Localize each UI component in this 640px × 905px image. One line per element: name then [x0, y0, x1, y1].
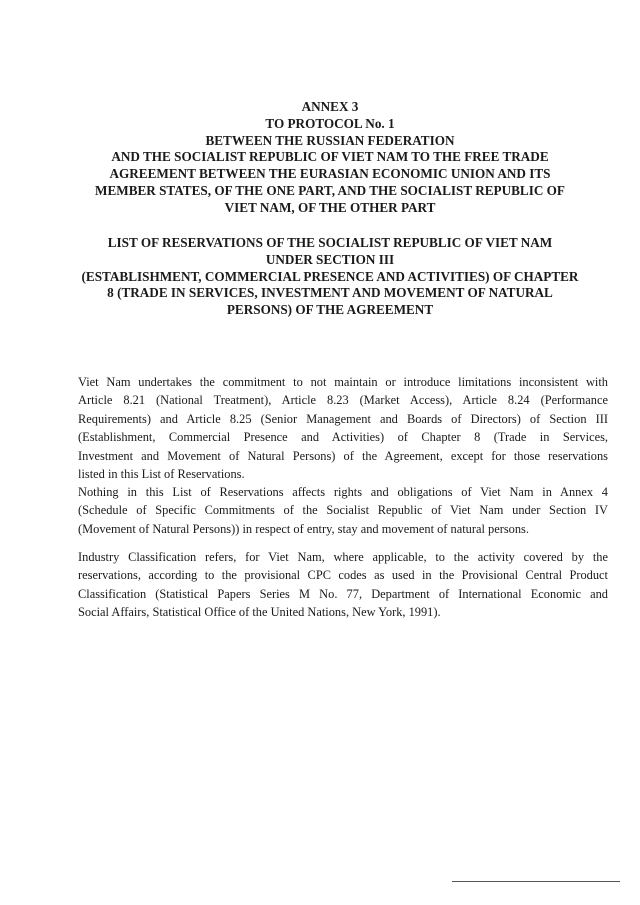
paragraph-line: Nothing in this List of Reservations affects rights and obligations of Viet Nam in Annex 4: [78, 485, 608, 499]
title-line: BETWEEN THE RUSSIAN FEDERATION: [205, 132, 455, 148]
title-line: AND THE SOCIALIST REPUBLIC OF VIET NAM TO THE FREE TRADE: [111, 149, 549, 165]
paragraph-line: (Movement of Natural Persons)) in respect of entry, stay and movement of natural persons.: [78, 521, 529, 536]
paragraph-line: Viet Nam undertakes the commitment to not maintain or introduce limitations inconsistent with: [78, 375, 608, 389]
list-of-reservations-heading: [60, 235, 600, 319]
paragraph-line: Industry Classification refers, for Viet Nam, where applicable, to the activity covered by the: [78, 550, 608, 564]
title-line: ANNEX 3: [301, 99, 359, 114]
title-line: VIET NAM, OF THE OTHER PART: [224, 199, 436, 215]
paragraph-line: (Establishment, Commercial Presence and Activities) of Chapter 8 (Trade in Services,: [78, 430, 608, 445]
footer-divider: [452, 881, 620, 882]
rights-obligations-paragraph: [78, 483, 608, 538]
title-line: TO PROTOCOL No. 1: [265, 115, 395, 131]
paragraph-line: Article 8.21 (National Treatment), Article 8.23 (Market Access), Article 8.24 (Performance: [78, 393, 608, 408]
heading-line: LIST OF RESERVATIONS OF THE SOCIALIST REPUBLIC OF VIET NAM: [107, 235, 553, 250]
industry-classification-paragraph: [78, 548, 608, 622]
title-line: AGREEMENT BETWEEN THE EURASIAN ECONOMIC UNION AND ITS: [109, 166, 551, 182]
paragraph-line: listed in this List of Reservations.: [78, 467, 245, 482]
paragraph-line: Investment and Movement of Natural Persons) of the Agreement, except for those reservations: [78, 448, 608, 463]
title-line: MEMBER STATES, OF THE ONE PART, AND THE SOCIALIST REPUBLIC OF: [95, 182, 565, 198]
heading-line: 8 (TRADE IN SERVICES, INVESTMENT AND MOVEMENT OF NATURAL: [107, 285, 553, 301]
heading-line: UNDER SECTION III: [265, 251, 395, 267]
paragraph-line: Social Affairs, Statistical Office of the United Nations, New York, 1991).: [78, 605, 441, 620]
paragraph-line: Requirements) and Article 8.25 (Senior Management and Boards of Directors) of Section III: [78, 411, 608, 426]
heading-line: (ESTABLISHMENT, COMMERCIAL PRESENCE AND ACTIVITIES) OF CHAPTER: [81, 268, 579, 284]
heading-line: PERSONS) OF THE AGREEMENT: [226, 302, 434, 318]
paragraph-line: reservations, according to the provisional CPC codes as used in the Provisional Central Product: [78, 568, 608, 583]
paragraph-line: (Schedule of Specific Commitments of the Socialist Republic of Viet Nam under Section IV: [78, 503, 608, 518]
annex-title: [60, 99, 600, 217]
paragraph-line: Classification (Statistical Papers Series M No. 77, Department of International Economic and: [78, 586, 608, 601]
commitment-paragraph: [78, 373, 608, 483]
